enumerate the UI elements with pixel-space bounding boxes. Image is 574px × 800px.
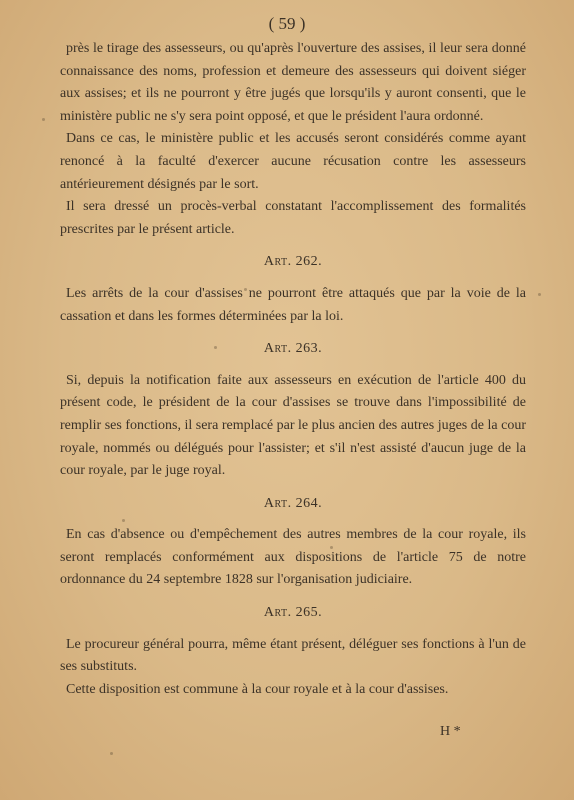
article-heading: Art. 262. bbox=[263, 254, 323, 270]
article-heading: Art. 264. bbox=[263, 495, 323, 511]
article-heading: Art. 263. bbox=[263, 341, 323, 357]
paragraph: Si, depuis la notification faite aux assesseurs en exécution de l'article 400 du présent code, le président de la cour d'assises se trouve dans l'impossibilité de remplir ses fonctions, il sera remplacé par le plus ancien des autres juges de la cour royale, nommés ou délégués pour l'assister; et s'il n'est assisté d'aucun juge de la cour royale, par le juge royal. bbox=[60, 372, 526, 479]
article-heading: Art. 265. bbox=[263, 605, 323, 621]
paragraph: Le procureur général pourra, même étant présent, déléguer ses fonctions à l'un de ses substituts. bbox=[60, 636, 526, 675]
paragraph: Cette disposition est commune à la cour royale et à la cour d'assises. bbox=[66, 681, 449, 697]
paragraph: Il sera dressé un procès-verbal constatant l'accomplissement des formalités prescrites par le présent article. bbox=[60, 199, 526, 237]
paragraph: En cas d'absence ou d'empêchement des autres membres de la cour royale, ils seront remplacés conformément aux dispositions de l'article 75 de notre ordonnance du 24 septembre 1828 sur l'organisation judiciaire. bbox=[60, 527, 526, 588]
paragraph: Dans ce cas, le ministère public et les accusés seront considérés comme ayant renoncé à la faculté d'exercer aucune récusation contre les assesseurs antérieurement désignés par le sort. bbox=[60, 131, 526, 192]
signature-mark: H * bbox=[440, 724, 461, 739]
paragraph: près le tirage des assesseurs, ou qu'après l'ouverture des assises, il leur sera donné connaissance des noms, profession et demeure des assesseurs qui doivent siéger aux assises; et ils ne pourront y être jugés que lorsqu'ils y auront consenti, que le ministère public ne s'y sera point opposé, et que le président l'aura ordonné. bbox=[60, 41, 526, 124]
paper-spot bbox=[42, 118, 45, 121]
paper-spot bbox=[110, 752, 113, 755]
body-text bbox=[60, 38, 526, 701]
paper-spot bbox=[538, 293, 541, 296]
paper-spot bbox=[330, 546, 333, 549]
page-number: ( 59 ) bbox=[268, 14, 306, 33]
paper-spot bbox=[214, 346, 217, 349]
paper-spot bbox=[122, 519, 125, 522]
paragraph: Les arrêts de la cour d'assises ne pourront être attaqués que par la voie de la cassation et dans les formes déterminées par la loi. bbox=[60, 285, 526, 324]
paper-spot bbox=[244, 288, 247, 291]
